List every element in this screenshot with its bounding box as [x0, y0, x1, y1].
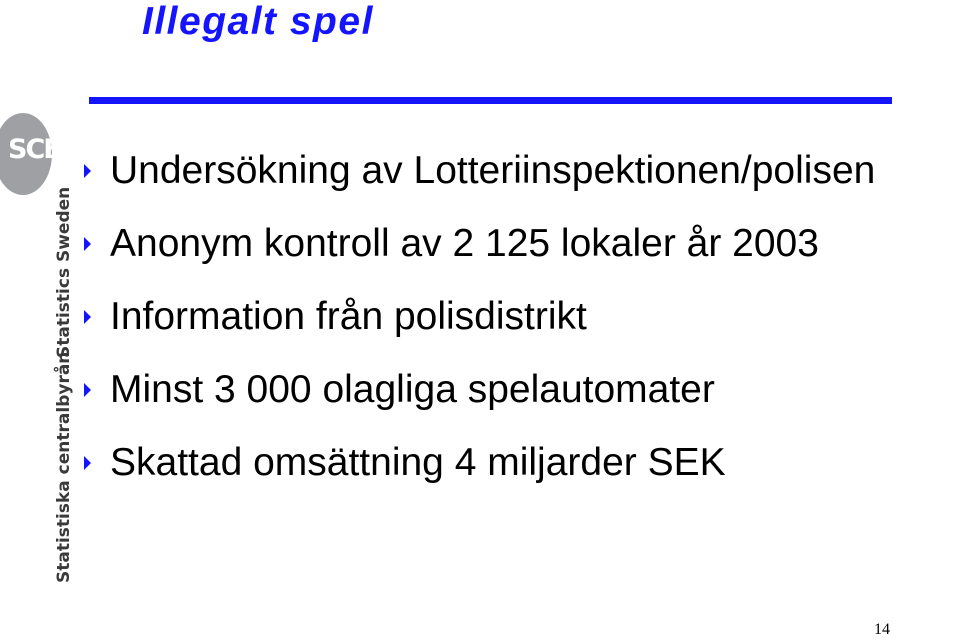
- triangle-bullet-icon: [84, 456, 91, 470]
- triangle-bullet-icon: [84, 237, 91, 251]
- bullet-text: Anonym kontroll av 2 125 lokaler år 2003: [110, 222, 819, 265]
- scb-logo-icon: [0, 113, 62, 195]
- logo-name-sv: Statistiska centralbyrån: [54, 351, 74, 583]
- logo-name-en: Statistics Sweden: [54, 186, 74, 358]
- title-underline: [89, 97, 892, 104]
- triangle-bullet-icon: [84, 383, 91, 397]
- page-number: 14: [874, 621, 890, 638]
- triangle-bullet-icon: [84, 310, 91, 324]
- bullet-text: Information från polisdistrikt: [110, 295, 587, 338]
- bullet-text: Skattad omsättning 4 miljarder SEK: [110, 441, 726, 484]
- bullet-text: Undersökning av Lotteriinspektionen/polisen: [110, 149, 876, 192]
- bullet-text: Minst 3 000 olagliga spelautomater: [110, 368, 715, 411]
- logo-monogram: SCB: [8, 134, 62, 165]
- triangle-bullet-icon: [84, 164, 91, 178]
- slide-title: Illegalt spel: [142, 0, 374, 43]
